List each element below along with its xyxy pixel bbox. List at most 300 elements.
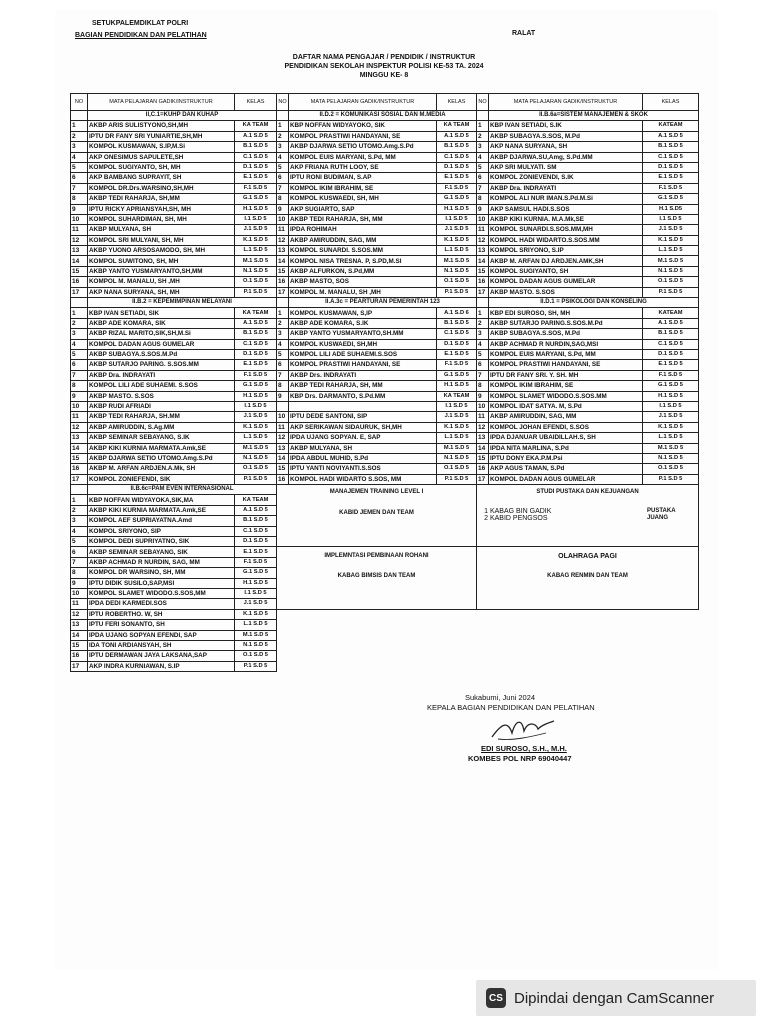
instructor-name: KOMPOL EUIS MARYANI, S.Pd, MM — [489, 349, 643, 359]
row-no: 5 — [277, 349, 289, 359]
kelas-value: N.1 S.D 5 — [643, 453, 699, 463]
instructor-name: AKBP TEDI RAHARJA, SH, MM — [289, 214, 437, 224]
kelas-value: G.1 S.D 5 — [235, 194, 277, 204]
row-no: 10 — [477, 401, 489, 411]
row-no: 15 — [71, 266, 88, 276]
instructor-name: AKBP SUBAGYA.S.SOS, M.Pd — [489, 329, 643, 339]
table-row — [71, 121, 699, 131]
row-no: 16 — [477, 277, 489, 287]
kelas-value: C.1 S.D 5 — [437, 329, 477, 339]
row-no: 2 — [71, 131, 88, 141]
row-no: 9 — [277, 391, 289, 401]
row-no: 2 — [71, 318, 88, 328]
kelas-value: O.1 S.D 5 — [235, 277, 277, 287]
instructor-name: AKBP MASTO, SOS — [289, 277, 437, 287]
activity-title: STUDI PUSTAKA DAN KEJUANGAN — [536, 489, 639, 496]
kelas-value: K.1 S.D 5 — [643, 422, 699, 432]
table-row — [71, 318, 699, 328]
kelas-value: P.1 S.D 5 — [643, 287, 699, 297]
row-no: 14 — [277, 256, 289, 266]
activity-team: KABAG BIMSIS DAN TEAM — [337, 572, 416, 579]
row-no: 7 — [71, 370, 88, 380]
kelas-value: J.1 S.D 5 — [437, 225, 477, 235]
section-title: II.B.2 = KEPEMIMPINAN MELAYANI — [88, 298, 277, 308]
kelas-value: P.1 S.D 5 — [643, 474, 699, 484]
row-no: 4 — [71, 339, 88, 349]
row-no: 11 — [477, 412, 489, 422]
instructor-name: AKBP AMIRUDDIN, SAG, MM — [289, 235, 437, 245]
col-no: NO — [477, 94, 489, 111]
row-no: 8 — [277, 194, 289, 204]
row-no: 12 — [71, 422, 88, 432]
row-no: 12 — [477, 422, 489, 432]
kelas-value: G.1 S.D 5 — [235, 381, 277, 391]
kelas-value: E.1 S.D 5 — [643, 360, 699, 370]
row-no: 7 — [277, 183, 289, 193]
instructor-name: KOMPOL M. MANALU, SH ,MH — [289, 287, 437, 297]
row-no: 3 — [71, 516, 88, 526]
instructor-name: KOMPOL DR WARSINO, SH, MM — [88, 568, 235, 578]
row-no: 15 — [477, 266, 489, 276]
kelas-value: C.1 S.D 5 — [437, 152, 477, 162]
item-label: KABID PENGSOS — [489, 515, 548, 523]
row-no: 8 — [477, 194, 489, 204]
blank-no-cell — [71, 111, 88, 121]
section-title: II.B.6c=PAM EVEN INTERNASIONAL — [88, 485, 277, 495]
instructor-name: IPTU ROBERTHO. W, SH — [88, 609, 235, 619]
doc-title-2: PENDIDIKAN SEKOLAH INSPEKTUR POLISI KE-53 TA. 2024 — [284, 63, 484, 70]
table-row — [71, 287, 699, 297]
instructor-name: KBP IVAN SETIADI, SIK — [88, 308, 235, 318]
instructor-name: AKBP KIKI KURNIA. M.A.Mk,SE — [489, 214, 643, 224]
instructor-name: KOMPOL PRASTIWI HANDAYANI, SE — [489, 360, 643, 370]
kelas-value: KA TEAM — [235, 121, 277, 131]
instructor-name: AKBP ADE KOMARA, SIK — [88, 318, 235, 328]
kelas-value: F.1 S.D 5 — [235, 557, 277, 567]
instructor-name: AKBP ADE KOMARA, S.IK — [289, 318, 437, 328]
table-row — [71, 246, 699, 256]
instructor-name: AKBP RIZAL MARITO,SIK,SH,M.Si — [88, 329, 235, 339]
blank-no-cell — [277, 298, 289, 308]
table-row — [71, 277, 699, 287]
row-no: 7 — [71, 183, 88, 193]
instructor-name: AKBP TEDI RAHARJA, SH,MM — [88, 194, 235, 204]
kelas-value: K.1 S.D 5 — [235, 422, 277, 432]
sign-place-date: Sukabumi, Juni 2024 — [465, 693, 536, 702]
kelas-value: K.1 S.D 5 — [437, 422, 477, 432]
kelas-value: A.1 S.D 6 — [437, 308, 477, 318]
instructor-name: AKBP Drs. INDRAYATI — [289, 370, 437, 380]
instructor-name: KOMPOL KUSMAWAN, S,IP — [289, 308, 437, 318]
row-no: 7 — [71, 557, 88, 567]
instructor-name: KOMPOL DR.Drs.WARSINO,SH,MH — [88, 183, 235, 193]
instructor-name: KOMPOL HADI WIDARTO.S.SOS.MM — [489, 235, 643, 245]
kelas-value: C.1 S.D 5 — [235, 526, 277, 536]
kelas-value: E.1 S.D 5 — [235, 547, 277, 557]
table-row — [71, 443, 699, 453]
col-kelas: KELAS — [437, 94, 477, 111]
table-row — [71, 131, 699, 141]
instructor-name: AKP SAMSUL HADI.S.SOS — [489, 204, 643, 214]
row-no: 1 — [71, 495, 88, 505]
activity-title: IMPLEMNTASI PEMBINAAN ROHANI — [324, 553, 429, 560]
kelas-value: L.1 S.D 5 — [437, 433, 477, 443]
row-no: 1 — [277, 121, 289, 131]
kelas-value: J.1 S.D 5 — [235, 412, 277, 422]
sign-name: EDI SUROSO, S.H., M.H. — [481, 744, 567, 753]
row-no: 16 — [277, 277, 289, 287]
row-no: 4 — [477, 152, 489, 162]
row-no: 4 — [277, 339, 289, 349]
kelas-value: D.1 S.D 5 — [643, 349, 699, 359]
kelas-value: H.1 S.D 5 — [437, 381, 477, 391]
instructor-name: KOMPOL HADI WIDARTO S.SOS, MM — [289, 474, 437, 484]
kelas-value: J.1 S.D 5 — [643, 225, 699, 235]
kelas-value: I.1 S.D 5 — [437, 214, 477, 224]
instructor-name: KOMPOL SUWITONO, SH, MH — [88, 256, 235, 266]
kelas-value: L.1 S.D 5 — [643, 246, 699, 256]
instructor-name: KOMPOL EUIS MARYANI, S.Pd, MM — [289, 152, 437, 162]
kelas-value: J.1 S.D 5 — [437, 412, 477, 422]
table-row — [71, 609, 699, 619]
camscanner-logo-icon: CS — [486, 988, 506, 1008]
handwritten-signature — [488, 715, 558, 743]
row-no: 8 — [277, 381, 289, 391]
kelas-value: H.1 S.D 5 — [437, 204, 477, 214]
table-row — [71, 152, 699, 162]
row-no: 12 — [277, 433, 289, 443]
row-no: 9 — [71, 204, 88, 214]
kelas-value: I.1 S.D 5 — [437, 401, 477, 411]
row-no: 12 — [71, 609, 88, 619]
item-label: KABAG BIN GADIK — [489, 508, 552, 516]
instructor-name: IPDA NITA MARLINA, S.Pd — [489, 443, 643, 453]
kelas-value: M.1 S.D 5 — [643, 256, 699, 266]
kelas-value: D.1 S.D 5 — [437, 339, 477, 349]
kelas-value: M.1 S.D 5 — [235, 630, 277, 640]
kelas-value: O.1 S.D 5 — [437, 277, 477, 287]
instructor-name: IPTU FERI SONANTO, SH — [88, 620, 235, 630]
table-row — [71, 474, 699, 484]
row-no: 13 — [477, 433, 489, 443]
instructor-name: IPTU DERMAWAN JAYA LAKSANA,SAP — [88, 651, 235, 661]
kelas-value: KA TEAM — [437, 121, 477, 131]
col-subject: MATA PELAJARAN GADIK/INSTRUKTUR — [289, 94, 437, 111]
kelas-value: B.1 S.D 5 — [235, 142, 277, 152]
row-no: 15 — [277, 464, 289, 474]
row-no: 17 — [477, 287, 489, 297]
table-row — [71, 214, 699, 224]
row-no: 6 — [277, 360, 289, 370]
instructor-name: IPTU DR FANY SRI YUNIARTIE,SH,MH — [88, 131, 235, 141]
instructor-name: IPTU DIDIK SUSILO,SAP,MSI — [88, 578, 235, 588]
kelas-value: D.1 S.D 5 — [235, 349, 277, 359]
instructor-name: KOMPOL SRI MULYANI, SH, MH — [88, 235, 235, 245]
row-no: 11 — [277, 422, 289, 432]
instructor-name: KOMPOL SUNARDI.S.SOS.MM,MH — [489, 225, 643, 235]
instructor-name: KBP IVAN SETIADI, S.IK — [489, 121, 643, 131]
instructor-name: AKBP ACHMAD R NURDIN,SAG,MSI — [489, 339, 643, 349]
kelas-value: KATEAM — [643, 121, 699, 131]
kelas-value: O.1 S.D 5 — [643, 277, 699, 287]
row-no: 1 — [477, 121, 489, 131]
kelas-value: E.1 S.D 5 — [643, 173, 699, 183]
instructor-name: AKBP Dra. INDRAYATI — [88, 370, 235, 380]
row-no: 1 — [277, 308, 289, 318]
row-no: 16 — [71, 464, 88, 474]
table-row — [71, 640, 699, 650]
section-title: II.D.2 = KOMUNIKASI SOSIAL DAN M.MEDIA — [289, 111, 477, 121]
row-no: 4 — [71, 152, 88, 162]
org-line-1: SETUKPALEMDIKLAT POLRI — [92, 20, 189, 27]
instructor-name: IPDA ABDUL MUHID, S.Pd — [289, 453, 437, 463]
instructor-name: AKP NANA SURYANA, SH — [489, 142, 643, 152]
instructor-name: KOMPOL ALI NUR IMAN.S.Pd.M.Si — [489, 194, 643, 204]
instructor-name: AKBP YUONO ARSOSAMODO, SH, MH — [88, 246, 235, 256]
row-no: 10 — [71, 588, 88, 598]
row-no: 10 — [477, 214, 489, 224]
instructor-name: KOMPOL SUNARDI. S.SOS.MM — [289, 246, 437, 256]
kelas-value: E.1 S.D 5 — [437, 173, 477, 183]
row-no: 2 — [71, 505, 88, 515]
instructor-name: KOMPOL DEDI SUPRIYATNO, SIK — [88, 537, 235, 547]
kelas-value: P.1 S.D 5 — [437, 287, 477, 297]
table-row — [71, 225, 699, 235]
table-row — [71, 204, 699, 214]
kelas-value: P.1 S.D 5 — [437, 474, 477, 484]
row-no: 17 — [71, 661, 88, 671]
row-no: 8 — [71, 194, 88, 204]
kelas-value: G.1 S.D 5 — [437, 194, 477, 204]
kelas-value: D.1 S.D 5 — [235, 162, 277, 172]
kelas-value: L.1 S.D 5 — [235, 620, 277, 630]
kelas-value: F.1 S.D 5 — [437, 183, 477, 193]
kelas-value: B.1 S.D 5 — [437, 142, 477, 152]
row-no: 3 — [71, 329, 88, 339]
instructor-name: AKBP AMIRUDDIN, SAG, MM — [489, 412, 643, 422]
row-no: 3 — [71, 142, 88, 152]
instructor-name: IDA TONI ARDIANSYAH, SH — [88, 640, 235, 650]
instructor-name: KOMPOL ZONIEFENDI, SIK — [88, 474, 235, 484]
instructor-name: AKBP SUBAGYA.S.SOS.M.Pd — [88, 349, 235, 359]
sign-rank: KOMBES POL NRP 69040447 — [468, 754, 572, 763]
kelas-value: D.1 S.D 5 — [437, 162, 477, 172]
kelas-value: N.1 S.D 5 — [437, 266, 477, 276]
instructor-name: AKP NANA SURYANA, SH, MH — [88, 287, 235, 297]
kelas-value: M.1 S.D 5 — [235, 443, 277, 453]
table-row — [71, 381, 699, 391]
row-no: 7 — [477, 370, 489, 380]
kelas-value: B.1 S.D 5 — [235, 516, 277, 526]
row-no: 2 — [277, 318, 289, 328]
section-title: II.A.3c = PEARTURAN PEMERINTAH 123 — [289, 298, 477, 308]
row-no: 11 — [71, 225, 88, 235]
instructor-name: AKBP YANTO YUSMARYANTO,SH,MM — [88, 266, 235, 276]
instructor-name: AKP SERIKAWAN SIDAURUK, SH,MH — [289, 422, 437, 432]
instructor-name: KOMPOL NISA TRESNA. P, S.PD,M.SI — [289, 256, 437, 266]
row-no: 9 — [277, 204, 289, 214]
kelas-value: KATEAM — [643, 308, 699, 318]
row-no: 16 — [71, 277, 88, 287]
kelas-value: K.1 S.D 5 — [437, 235, 477, 245]
instructor-name: KBP Drs. DARMANTO, S.Pd.MM — [289, 391, 437, 401]
instructor-name: AKBP SEMINAR SEBAYANG, SIK — [88, 547, 235, 557]
study-box-top — [477, 485, 699, 547]
row-no: 11 — [477, 225, 489, 235]
instructor-name: IPTU YANTI NOVIYANTI.S.SOS — [289, 464, 437, 474]
kelas-value: A.1 S.D 5 — [643, 318, 699, 328]
kelas-value: A.1 S.D 5 — [235, 131, 277, 141]
col-subject: MATA PELAJARAN GADIK/INSTRUKTUR — [489, 94, 643, 111]
kelas-value: PUSTAKA — [647, 508, 676, 515]
instructor-name: KOMPOL KUSMAWAN, S.IP,M.Si — [88, 142, 235, 152]
instructor-name: IPTU RONI BUDIMAN, S.AP — [289, 173, 437, 183]
instructor-name: KOMPOL IDAT SATYA. M, S.Pd — [489, 401, 643, 411]
doc-title-1: DAFTAR NAMA PENGAJAR / PENDIDIK / INSTRUKTUR — [292, 54, 476, 61]
table-row — [71, 464, 699, 474]
kelas-value: E.1 S.D 5 — [437, 349, 477, 359]
instructor-name: AKBP DJARWA.SU,Amg, S.Pd.MM — [489, 152, 643, 162]
kelas-value: B.1 S.D 5 — [643, 329, 699, 339]
instructor-name: KOMPOL SRIYONO, SIP — [88, 526, 235, 536]
kelas-value: KA TEAM — [235, 495, 277, 505]
row-no: 5 — [477, 349, 489, 359]
instructor-name: AKBP ACHMAD R NURDIN, SAG, MM — [88, 557, 235, 567]
row-no: 6 — [71, 173, 88, 183]
instructor-name: KOMPOL LILI ADE SUHAEMI. S.SOS — [88, 381, 235, 391]
row-no: 2 — [477, 318, 489, 328]
kelas-value: G.1 S.D 5 — [643, 381, 699, 391]
row-no: 3 — [277, 329, 289, 339]
row-no — [277, 401, 289, 411]
kelas-value: F.1 S.D 5 — [643, 370, 699, 380]
kelas-value: E.1 S.D 5 — [235, 360, 277, 370]
kelas-value: I.1 S.D 5 — [643, 214, 699, 224]
row-no: 10 — [71, 214, 88, 224]
row-no: 14 — [477, 256, 489, 266]
blank-no-cell — [477, 298, 489, 308]
row-no: 6 — [277, 173, 289, 183]
row-no: 14 — [71, 443, 88, 453]
row-no: 11 — [71, 412, 88, 422]
kelas-value: A.1 S.D 5 — [235, 318, 277, 328]
row-no: 14 — [71, 630, 88, 640]
section-title: II,C.1=KUHP DAN KUHAP — [88, 111, 277, 121]
kelas-value: D.1 S.D 5 — [643, 162, 699, 172]
instructor-name: AKBP DJARWA SETIO UTOMO.Amg.S.Pd — [88, 453, 235, 463]
kelas-value: P.1 S.D 5 — [235, 661, 277, 671]
kelas-value: L.1 S.D 5 — [437, 246, 477, 256]
org-line-2: BAGIAN PENDIDIKAN DAN PELATIHAN — [75, 32, 207, 39]
row-no: 17 — [277, 287, 289, 297]
row-no: 10 — [277, 214, 289, 224]
kelas-value: KA TEAM — [437, 391, 477, 401]
section-row — [71, 298, 699, 308]
instructor-name: AKBP SUBAGYA.S.SOS, M.Pd — [489, 131, 643, 141]
instructor-name: KOMPOL SUGIYANTO, SH, MH — [88, 162, 235, 172]
row-no: 11 — [277, 225, 289, 235]
kelas-value: N.1 S.D 5 — [235, 640, 277, 650]
table-row — [71, 266, 699, 276]
instructor-name: KOMPOL SUHARDIMAN, SH, MH — [88, 214, 235, 224]
col-no: NO — [277, 94, 289, 111]
kelas-value: H.1 S.D 5 — [235, 204, 277, 214]
kelas-value: P.1 S.D 5 — [235, 287, 277, 297]
row-no: 13 — [71, 433, 88, 443]
table-row — [71, 620, 699, 630]
row-no: 7 — [477, 183, 489, 193]
kelas-value: F.1 S.D 5 — [235, 183, 277, 193]
instructor-name: AKBP M. ARFAN DJ ARDJEN.AMK,SH — [489, 256, 643, 266]
row-no: 10 — [71, 401, 88, 411]
row-no: 9 — [71, 578, 88, 588]
row-no: 9 — [71, 391, 88, 401]
kelas-value: H.1 S.D 5 — [643, 391, 699, 401]
table-row — [71, 547, 699, 557]
instructor-name: KOMPOL ZONIEVENDI, S.IK — [489, 173, 643, 183]
row-no: 6 — [71, 547, 88, 557]
instructor-name: AKBP KIKI KURNIA MARMATA.Amk,SE — [88, 443, 235, 453]
kelas-value: M.1 S.D 5 — [437, 256, 477, 266]
doc-title-3: MINGGU KE- 8 — [359, 72, 409, 79]
row-no: 2 — [477, 131, 489, 141]
row-no: 5 — [71, 537, 88, 547]
kelas-value: J.1 S.D 5 — [235, 599, 277, 609]
instructor-name: IPTU RICKY APRIANSYAH,SH, MH — [88, 204, 235, 214]
row-no: 13 — [71, 246, 88, 256]
blank-no-cell — [277, 111, 289, 121]
kelas-value: B.1 S.D 5 — [643, 142, 699, 152]
section-title: II.B.6a=SISTEM MANAJEMEN & SKOK — [489, 111, 699, 121]
kelas-value: B.1 S.D 5 — [437, 318, 477, 328]
row-no: 9 — [477, 204, 489, 214]
activity-team: KABID JEMEN DAN TEAM — [339, 510, 414, 517]
instructor-name: KOMPOL SLAMET WIDODO.S.SOS.MM — [489, 391, 643, 401]
ralat-label: RALAT — [512, 30, 536, 37]
activity-team: KABAG RENMIN DAN TEAM — [547, 572, 628, 579]
instructor-name: KOMPOL PRASTIWI HANDAYANI, SE — [289, 131, 437, 141]
kelas-value: H.1 S.D 5 — [235, 391, 277, 401]
kelas-value: K.1 S.D 5 — [235, 609, 277, 619]
kelas-value: M.1 S.D 5 — [235, 256, 277, 266]
instructor-name: KBP NOFFAN WIDYAYOKA,SIK,MA — [88, 495, 235, 505]
instructor-name: AKBP SEMINAR SEBAYANG, S.IK — [88, 433, 235, 443]
table-row — [71, 661, 699, 671]
table-row — [71, 142, 699, 152]
kelas-value: A.1 S.D 5 — [235, 505, 277, 515]
instructor-name: KOMPOL IKIM IBRAHIM, SE — [289, 183, 437, 193]
row-no: 1 — [477, 308, 489, 318]
section-row — [71, 485, 699, 495]
instructor-name: IPDA UJANG SOPYAN. E, SAP — [289, 433, 437, 443]
table-row — [71, 433, 699, 443]
row-no: 12 — [71, 235, 88, 245]
table-row — [71, 308, 699, 318]
instructor-name: KOMPOL IKIM IBRAHIM, SE — [489, 381, 643, 391]
row-no: 12 — [277, 235, 289, 245]
kelas-value: C.1 S.D 5 — [643, 152, 699, 162]
table-row — [71, 412, 699, 422]
col-subject: MATA PELAJARAN GADIK/INSTRUKTUR — [88, 94, 235, 111]
row-no: 13 — [277, 246, 289, 256]
instructor-name: IPTU DR FANY SRI. Y. SH. MH — [489, 370, 643, 380]
table-row — [71, 422, 699, 432]
table-row — [71, 235, 699, 245]
instructor-name: AKBP KIKI KURNIA MARMATA.Amk,SE — [88, 505, 235, 515]
row-no: 17 — [71, 474, 88, 484]
table-header-row — [71, 94, 699, 111]
table-row — [71, 391, 699, 401]
